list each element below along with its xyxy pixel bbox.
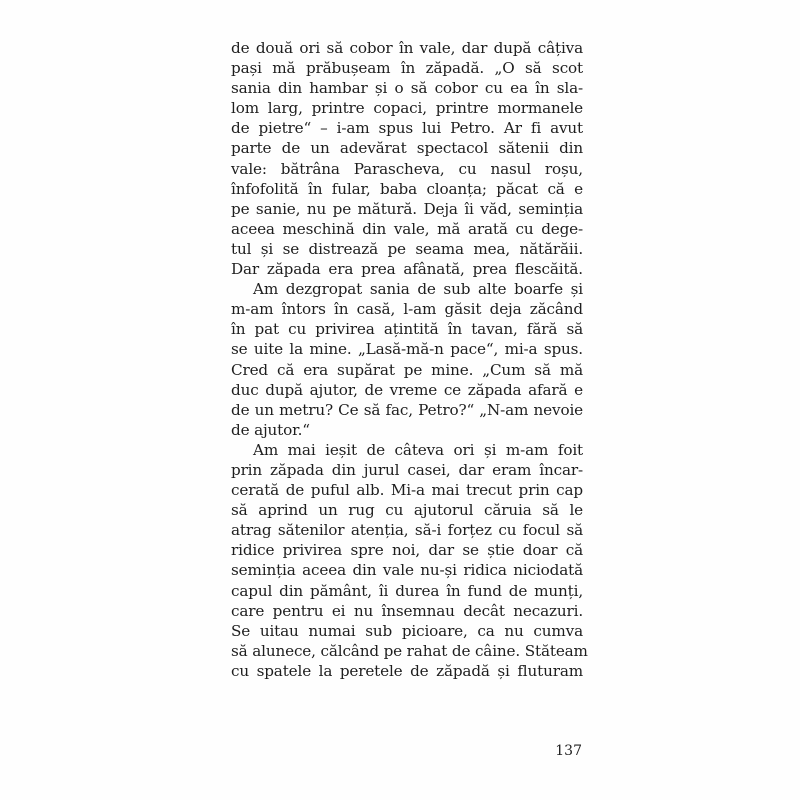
text-line: tul și se distrează pe seama mea, nătărăii. — [231, 239, 583, 258]
text-line: vale: bătrâna Parascheva, cu nasul roșu, — [231, 159, 583, 178]
text-line: pași mă prăbușeam în zăpadă. „O să scot — [231, 59, 583, 78]
paragraph-first-line: Am dezgropat sania de sub alte boarfe și — [253, 280, 583, 299]
text-line: cu spatele la peretele de zăpadă și fluturam — [231, 661, 583, 680]
text-line: seminția aceea din vale nu-și ridica niciodată — [231, 561, 583, 580]
text-line: lom larg, printre copaci, printre mormanele — [231, 99, 583, 118]
text-line: cerată de puful alb. Mi-a mai trecut prin cap — [231, 481, 583, 500]
text-line: de două ori să cobor în vale, dar după câțiva — [231, 39, 583, 57]
text-line: capul din pământ, îi durea în fund de munți, — [231, 581, 583, 600]
text-line: să alunece, călcând pe rahat de câine. Stăteam — [231, 641, 588, 660]
text-line: înfofolită în fular, baba cloanța; păcat că e — [231, 179, 583, 198]
text-line: să aprind un rug cu ajutorul căruia să le — [231, 501, 583, 520]
text-line: Cred că era supărat pe mine. „Cum să mă — [231, 360, 583, 379]
text-line: atrag sătenilor atenția, să-i forțez cu focul să — [231, 521, 583, 540]
text-line: aceea meschină din vale, mă arată cu dege- — [231, 219, 583, 238]
paragraph-first-line: Am mai ieșit de câteva ori și m-am foit — [253, 440, 583, 459]
text-line: m-am întors în casă, l-am găsit deja zăcând — [231, 300, 583, 319]
text-line: în pat cu privirea ațintită în tavan, fără să — [231, 320, 583, 339]
text-line: sania din hambar și o să cobor cu ea în sla- — [231, 79, 583, 98]
text-line: pe sanie, nu pe mătură. Deja îi văd, seminția — [231, 199, 583, 218]
text-line: se uite la mine. „Lasă-mă-n pace“, mi-a spus. — [231, 340, 583, 359]
text-line: ridice privirea spre noi, dar se știe doar că — [231, 541, 583, 560]
text-line: prin zăpada din jurul casei, dar eram încar- — [231, 460, 583, 479]
text-line: duc după ajutor, de vreme ce zăpada afară e — [231, 380, 583, 399]
body-text — [231, 38, 588, 681]
page-number: 137 — [555, 743, 582, 759]
text-line: de un metru? Ce să fac, Petro?“ „N-am nevoie — [231, 400, 583, 419]
text-line: de pietre“ – i-am spus lui Petro. Ar fi avut — [231, 119, 583, 138]
text-line: Dar zăpada era prea afânată, prea flescăită. — [231, 260, 583, 279]
text-line: de ajutor.“ — [231, 420, 310, 439]
text-line: care pentru ei nu însemnau decât necazuri. — [231, 601, 583, 620]
text-line: parte de un adevărat spectacol sătenii din — [231, 139, 583, 158]
text-line: Se uitau numai sub picioare, ca nu cumva — [231, 621, 583, 640]
